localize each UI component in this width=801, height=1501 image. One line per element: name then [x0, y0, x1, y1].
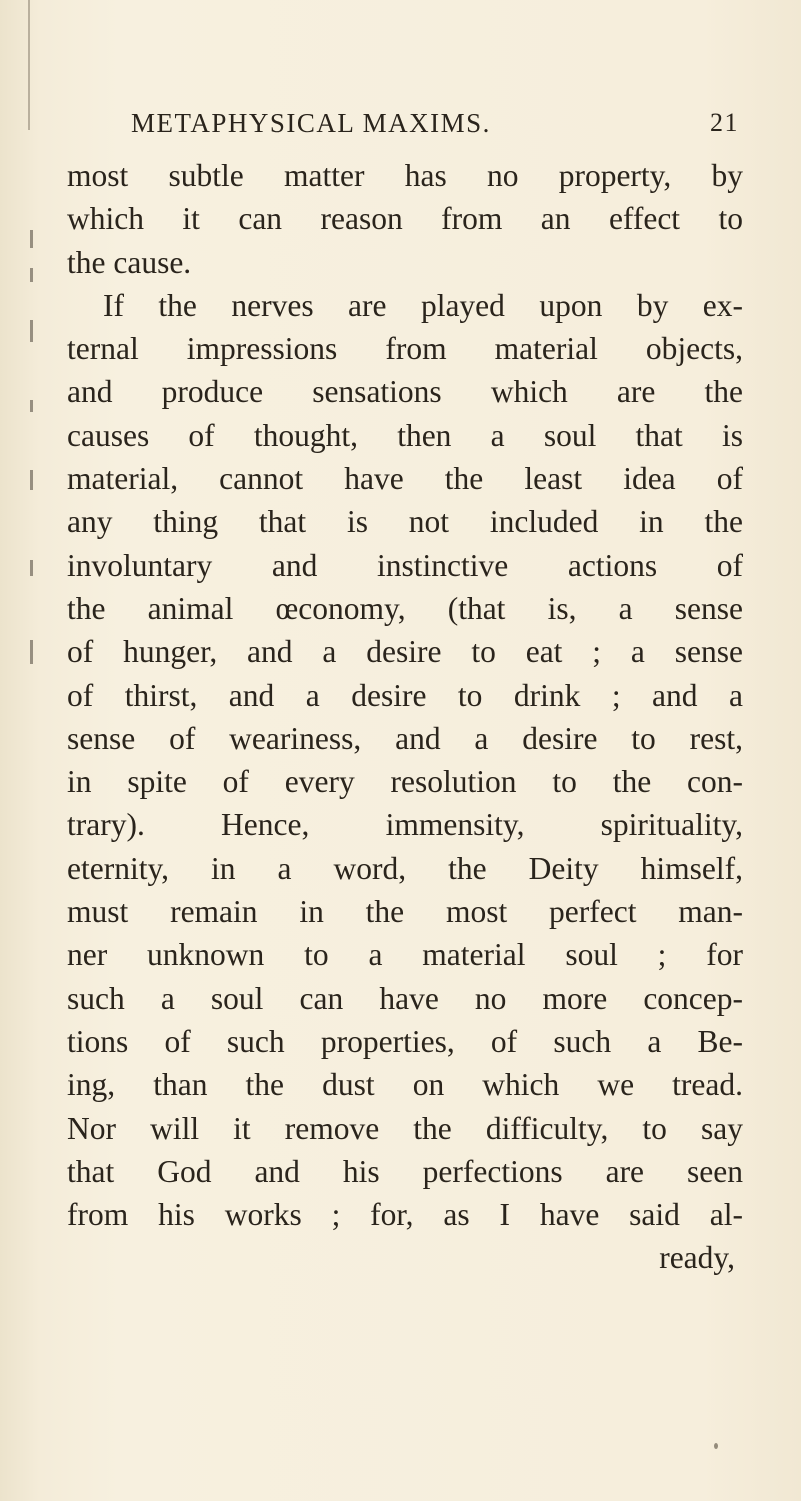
text-line: any thing that is not included in the	[67, 504, 743, 540]
page-number: 21	[710, 108, 739, 137]
binding-shadow	[28, 0, 30, 130]
text-line: If the nerves are played upon by ex-	[103, 287, 743, 323]
running-head-title: METAPHYSICAL MAXIMS.	[131, 108, 491, 138]
text-line: such a soul can have no more concep-	[67, 980, 743, 1016]
text-line: the animal œconomy, (that is, a sense	[67, 590, 743, 626]
text-line: of hunger, and a desire to eat ; a sense	[67, 634, 743, 670]
text-line: material, cannot have the least idea of	[67, 461, 743, 497]
text-line: Nor will it remove the difficulty, to say	[67, 1110, 743, 1146]
body-text	[67, 154, 743, 1280]
text-line: ternal impressions from material objects,	[67, 331, 743, 367]
text-line: sense of weariness, and a desire to rest,	[67, 720, 743, 756]
text-line: ing, than the dust on which we tread.	[67, 1067, 743, 1103]
catchword: ready,	[659, 1240, 735, 1276]
text-line: trary). Hence, immensity, spirituality,	[67, 807, 743, 843]
text-line: of thirst, and a desire to drink ; and a	[67, 677, 743, 713]
text-line: involuntary and instinctive actions of	[67, 547, 743, 583]
text-line: in spite of every resolution to the con-	[67, 764, 743, 800]
text-line: which it can reason from an effect to	[67, 201, 743, 237]
text-line: and produce sensations which are the	[67, 374, 743, 410]
text-line: that God and his perfections are seen	[67, 1153, 743, 1189]
text-line: must remain in the most perfect man-	[67, 894, 743, 930]
text-line: eternity, in a word, the Deity himself,	[67, 850, 743, 886]
gutter-ink-marks	[30, 230, 42, 790]
text-line: from his works ; for, as I have said al-	[67, 1197, 743, 1233]
paper-speck	[714, 1443, 718, 1449]
running-head	[131, 108, 739, 148]
text-line: tions of such properties, of such a Be-	[67, 1023, 743, 1059]
text-line: causes of thought, then a soul that is	[67, 417, 743, 453]
text-line: the cause.	[67, 244, 192, 280]
text-line: ner unknown to a material soul ; for	[67, 937, 743, 973]
text-line: most subtle matter has no property, by	[67, 158, 743, 193]
